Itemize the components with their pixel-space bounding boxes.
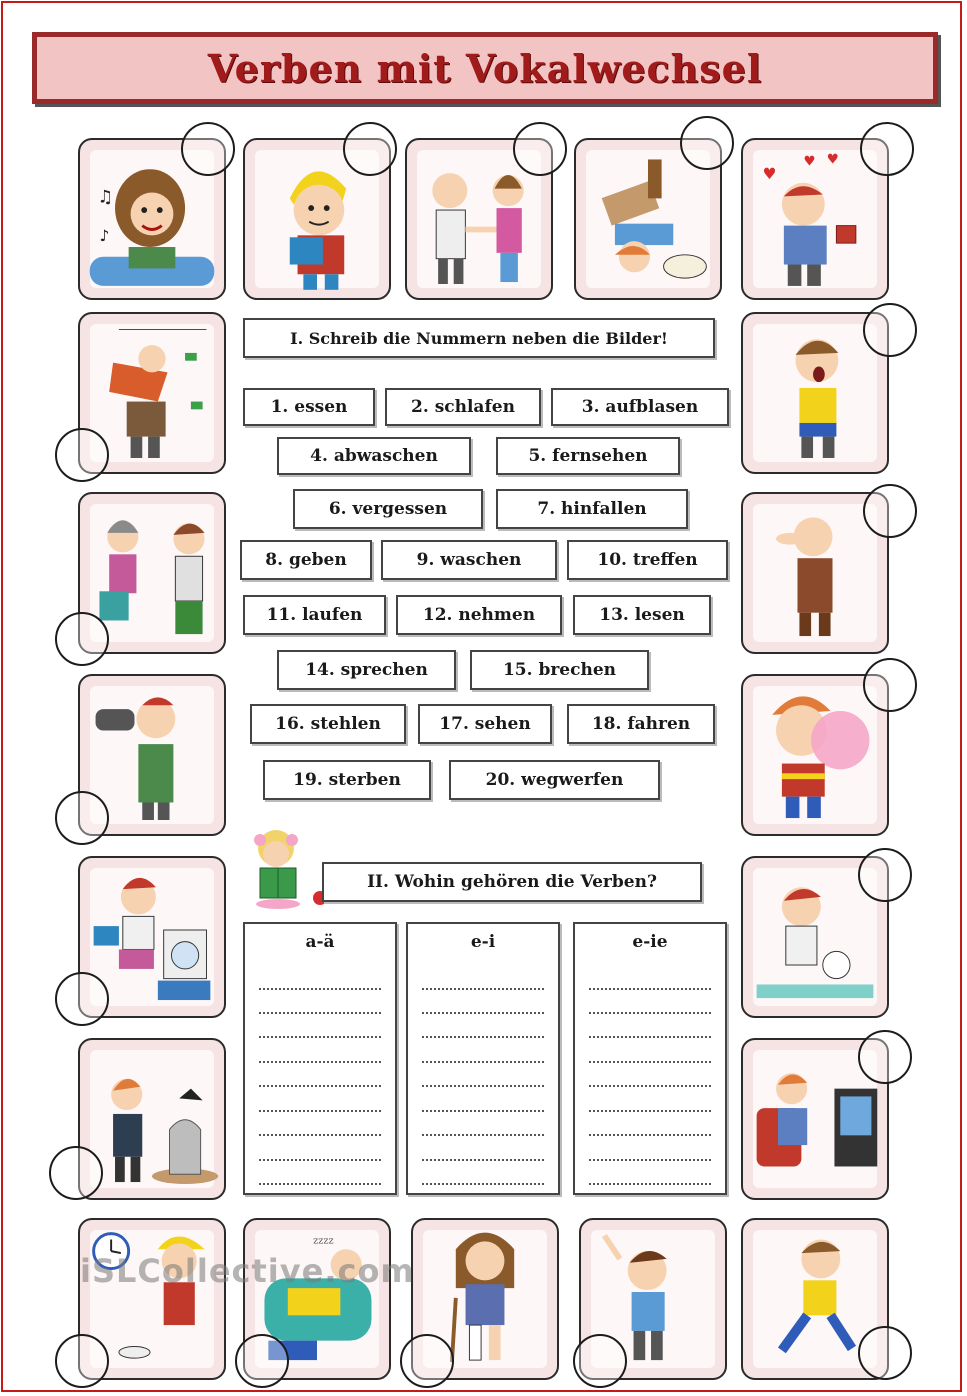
answer-circle[interactable] xyxy=(860,122,914,176)
verb-box: 4. abwaschen xyxy=(277,437,471,475)
answer-circle[interactable] xyxy=(55,1334,109,1388)
answer-line[interactable] xyxy=(422,1036,544,1038)
boy-blowing-bubble-gum-image xyxy=(743,676,887,834)
answer-line[interactable] xyxy=(589,1061,711,1063)
verb-box: 8. geben xyxy=(240,540,372,580)
answer-circle[interactable] xyxy=(400,1334,454,1388)
title-banner xyxy=(32,32,938,104)
column-heading: e-i xyxy=(470,932,496,952)
verb-box: 14. sprechen xyxy=(277,650,456,690)
column-e-i xyxy=(406,922,560,1195)
answer-line[interactable] xyxy=(259,1012,381,1014)
answer-circle[interactable] xyxy=(235,1334,289,1388)
answer-line[interactable] xyxy=(589,1159,711,1161)
answer-line[interactable] xyxy=(259,1183,381,1185)
column-e-ie xyxy=(573,922,727,1195)
answer-line[interactable] xyxy=(259,988,381,990)
answer-circle[interactable] xyxy=(858,848,912,902)
task2-instruction: II. Wohin gehören die Verben? xyxy=(322,862,702,902)
answer-line[interactable] xyxy=(589,1134,711,1136)
answer-line[interactable] xyxy=(422,1159,544,1161)
answer-line[interactable] xyxy=(422,1183,544,1185)
answer-line[interactable] xyxy=(589,1183,711,1185)
answer-circle[interactable] xyxy=(858,1030,912,1084)
answer-line[interactable] xyxy=(589,988,711,990)
verb-box: 19. sterben xyxy=(263,760,431,800)
verb-box: 5. fernsehen xyxy=(496,437,680,475)
answer-circle[interactable] xyxy=(863,658,917,712)
verb-box: 17. sehen xyxy=(418,704,552,744)
column-a-ae xyxy=(243,922,397,1195)
answer-circle[interactable] xyxy=(680,116,734,170)
answer-circle[interactable] xyxy=(343,122,397,176)
answer-line[interactable] xyxy=(589,1036,711,1038)
answer-circle[interactable] xyxy=(513,122,567,176)
answer-line[interactable] xyxy=(422,1134,544,1136)
verb-box: 2. schlafen xyxy=(385,388,541,426)
answer-line[interactable] xyxy=(422,1110,544,1112)
verb-box: 20. wegwerfen xyxy=(449,760,660,800)
answer-circle[interactable] xyxy=(858,1326,912,1380)
answer-line[interactable] xyxy=(259,1036,381,1038)
verb-box: 15. brechen xyxy=(470,650,649,690)
answer-line[interactable] xyxy=(259,1085,381,1087)
girl-reading-book-image xyxy=(250,826,330,910)
svg-text:♥: ♥ xyxy=(826,151,839,168)
answer-circle[interactable] xyxy=(55,972,109,1026)
task1-instruction: I. Schreib die Nummern neben die Bilder! xyxy=(243,318,715,358)
column-heading: a-ä xyxy=(305,932,335,952)
answer-line[interactable] xyxy=(422,1061,544,1063)
svg-text:♫: ♫ xyxy=(97,187,114,208)
answer-circle[interactable] xyxy=(573,1334,627,1388)
answer-line[interactable] xyxy=(589,1012,711,1014)
answer-circle[interactable] xyxy=(55,791,109,845)
svg-text:♪: ♪ xyxy=(99,227,110,246)
answer-circle[interactable] xyxy=(181,122,235,176)
verb-box: 3. aufblasen xyxy=(551,388,729,426)
answer-line[interactable] xyxy=(422,1012,544,1014)
verb-box: 11. laufen xyxy=(243,595,386,635)
answer-line[interactable] xyxy=(589,1085,711,1087)
svg-text:zzzz: zzzz xyxy=(313,1235,334,1247)
verb-box: 1. essen xyxy=(243,388,375,426)
answer-line[interactable] xyxy=(589,1110,711,1112)
answer-circle[interactable] xyxy=(55,428,109,482)
answer-line[interactable] xyxy=(259,1110,381,1112)
verb-box: 6. vergessen xyxy=(293,489,483,529)
verb-box: 13. lesen xyxy=(573,595,711,635)
answer-circle[interactable] xyxy=(863,484,917,538)
verb-box: 9. waschen xyxy=(381,540,557,580)
page-title: Verben mit Vokalwechsel xyxy=(207,45,763,91)
watermark: iSLCollective.com xyxy=(80,1252,415,1290)
verb-box: 16. stehlen xyxy=(250,704,406,744)
answer-circle[interactable] xyxy=(49,1146,103,1200)
answer-line[interactable] xyxy=(259,1061,381,1063)
svg-text:♥: ♥ xyxy=(803,153,816,170)
answer-circle[interactable] xyxy=(55,612,109,666)
answer-line[interactable] xyxy=(422,988,544,990)
verb-box: 18. fahren xyxy=(567,704,715,744)
verb-box: 7. hinfallen xyxy=(496,489,688,529)
answer-line[interactable] xyxy=(259,1159,381,1161)
svg-text:♥: ♥ xyxy=(762,164,777,183)
verb-box: 10. treffen xyxy=(567,540,728,580)
answer-line[interactable] xyxy=(259,1134,381,1136)
answer-line[interactable] xyxy=(422,1085,544,1087)
answer-circle[interactable] xyxy=(863,303,917,357)
verb-box: 12. nehmen xyxy=(396,595,562,635)
column-heading: e-ie xyxy=(632,932,668,952)
